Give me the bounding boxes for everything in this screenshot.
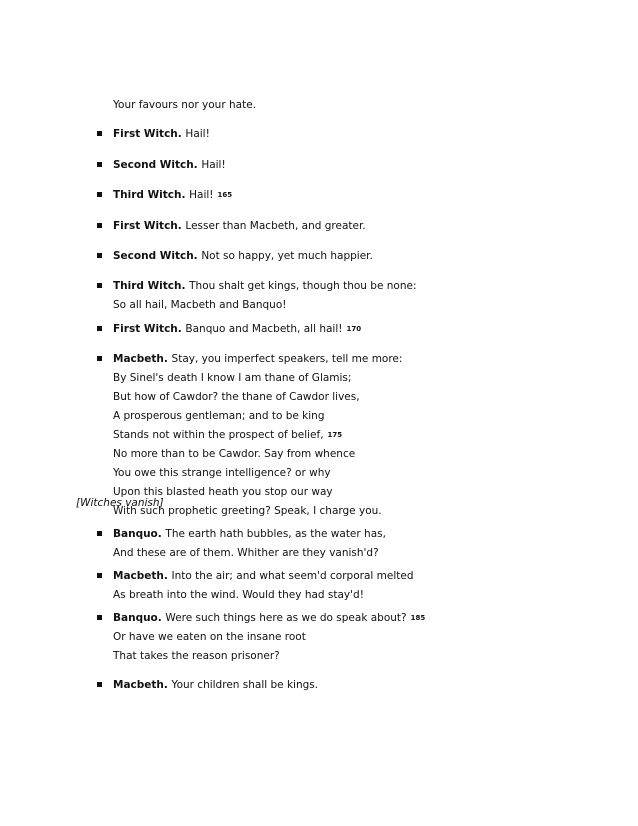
- verse-line: [113, 156, 617, 175]
- verse-text: By Sinel's death I know I am thane of Glamis;: [113, 372, 352, 384]
- verse-text: No more than to be Cawdor. Say from whence: [113, 448, 356, 460]
- verse-line: [113, 628, 617, 647]
- bullet-icon: [97, 531, 102, 536]
- speaker-name: Macbeth.: [113, 570, 172, 582]
- verse-line: [113, 586, 617, 605]
- verse-line: [113, 125, 617, 144]
- verse-text: Thou shalt get kings, though thou be none:: [189, 280, 417, 292]
- speech-entry: [97, 525, 617, 563]
- verse-line: [113, 296, 617, 315]
- line-number: 165: [217, 191, 233, 199]
- verse-text: Your children shall be kings.: [171, 679, 319, 691]
- bullet-icon: [97, 615, 102, 620]
- speaker-name: Banquo.: [113, 528, 166, 540]
- verse-line: [113, 426, 617, 445]
- speaker-name: Third Witch.: [113, 280, 190, 292]
- speech-entry: [97, 320, 617, 339]
- verse-line: [113, 464, 617, 483]
- verse-line: [113, 388, 617, 407]
- verse-text: A prosperous gentleman; and to be king: [113, 410, 325, 422]
- bullet-icon: [97, 283, 102, 288]
- speech-entry: [97, 156, 617, 175]
- speech-entry: [97, 247, 617, 266]
- bullet-icon: [97, 253, 102, 258]
- verse-text: Not so happy, yet much happier.: [201, 250, 373, 262]
- verse-line: [113, 609, 617, 628]
- speaker-name: Macbeth.: [113, 353, 172, 365]
- bullet-icon: [97, 356, 102, 361]
- verse-line: [113, 647, 617, 666]
- verse-text: Stands not within the prospect of belief,: [113, 429, 324, 441]
- verse-text: Upon this blasted heath you stop our way: [113, 486, 333, 498]
- verse-text: As breath into the wind. Would they had stay'd!: [113, 589, 364, 601]
- speech-entry: [97, 609, 617, 666]
- speaker-name: First Witch.: [113, 323, 186, 335]
- speaker-name: Second Witch.: [113, 159, 202, 171]
- speaker-name: Macbeth.: [113, 679, 172, 691]
- verse-text: And these are of them. Whither are they vanish'd?: [113, 547, 379, 559]
- bullet-icon: [97, 326, 102, 331]
- speaker-name: Banquo.: [113, 612, 166, 624]
- verse-text: But how of Cawdor? the thane of Cawdor lives,: [113, 391, 360, 403]
- verse-text: Lesser than Macbeth, and greater.: [185, 220, 366, 232]
- verse-line: [113, 320, 617, 339]
- speech-entry: [97, 186, 617, 205]
- verse-line: [113, 525, 617, 544]
- verse-line: [113, 445, 617, 464]
- bullet-icon: [97, 192, 102, 197]
- speech-entry: [97, 277, 617, 315]
- verse-line: [113, 277, 617, 296]
- verse-line: [113, 502, 617, 521]
- verse-line: [113, 186, 617, 205]
- speech-entry: [97, 676, 617, 695]
- verse-line: [113, 407, 617, 426]
- verse-text: Stay, you imperfect speakers, tell me more:: [171, 353, 403, 365]
- speaker-name: First Witch.: [113, 220, 186, 232]
- verse-text: With such prophetic greeting? Speak, I charge you.: [113, 505, 382, 517]
- line-number: 175: [327, 431, 343, 439]
- verse-line: [113, 350, 617, 369]
- continuation-line: Your favours nor your hate.: [113, 99, 256, 111]
- verse-text: So all hail, Macbeth and Banquo!: [113, 299, 287, 311]
- speech-entry: [97, 125, 617, 144]
- verse-text: Into the air; and what seem'd corporal melted: [171, 570, 414, 582]
- verse-line: [113, 247, 617, 266]
- stage-direction: [Witches vanish]: [76, 497, 164, 509]
- verse-text: Hail!: [189, 189, 214, 201]
- bullet-icon: [97, 682, 102, 687]
- line-number: 170: [346, 325, 362, 333]
- verse-line: [113, 544, 617, 563]
- speech-entry: [97, 567, 617, 605]
- bullet-icon: [97, 573, 102, 578]
- verse-text: Hail!: [185, 128, 210, 140]
- verse-line: [113, 217, 617, 236]
- verse-text: Banquo and Macbeth, all hail!: [185, 323, 343, 335]
- verse-text: The earth hath bubbles, as the water has,: [165, 528, 386, 540]
- speaker-name: First Witch.: [113, 128, 186, 140]
- verse-line: [113, 676, 617, 695]
- bullet-icon: [97, 162, 102, 167]
- verse-text: That takes the reason prisoner?: [113, 650, 280, 662]
- verse-line: [113, 483, 617, 502]
- speech-entry: [97, 350, 617, 521]
- verse-text: Or have we eaten on the insane root: [113, 631, 306, 643]
- bullet-icon: [97, 131, 102, 136]
- line-number: 185: [410, 614, 426, 622]
- verse-text: Hail!: [201, 159, 226, 171]
- verse-text: You owe this strange intelligence? or why: [113, 467, 331, 479]
- speaker-name: Third Witch.: [113, 189, 190, 201]
- verse-text: Were such things here as we do speak about?: [165, 612, 407, 624]
- verse-line: [113, 567, 617, 586]
- bullet-icon: [97, 223, 102, 228]
- speech-entry: [97, 217, 617, 236]
- verse-line: [113, 369, 617, 388]
- speaker-name: Second Witch.: [113, 250, 202, 262]
